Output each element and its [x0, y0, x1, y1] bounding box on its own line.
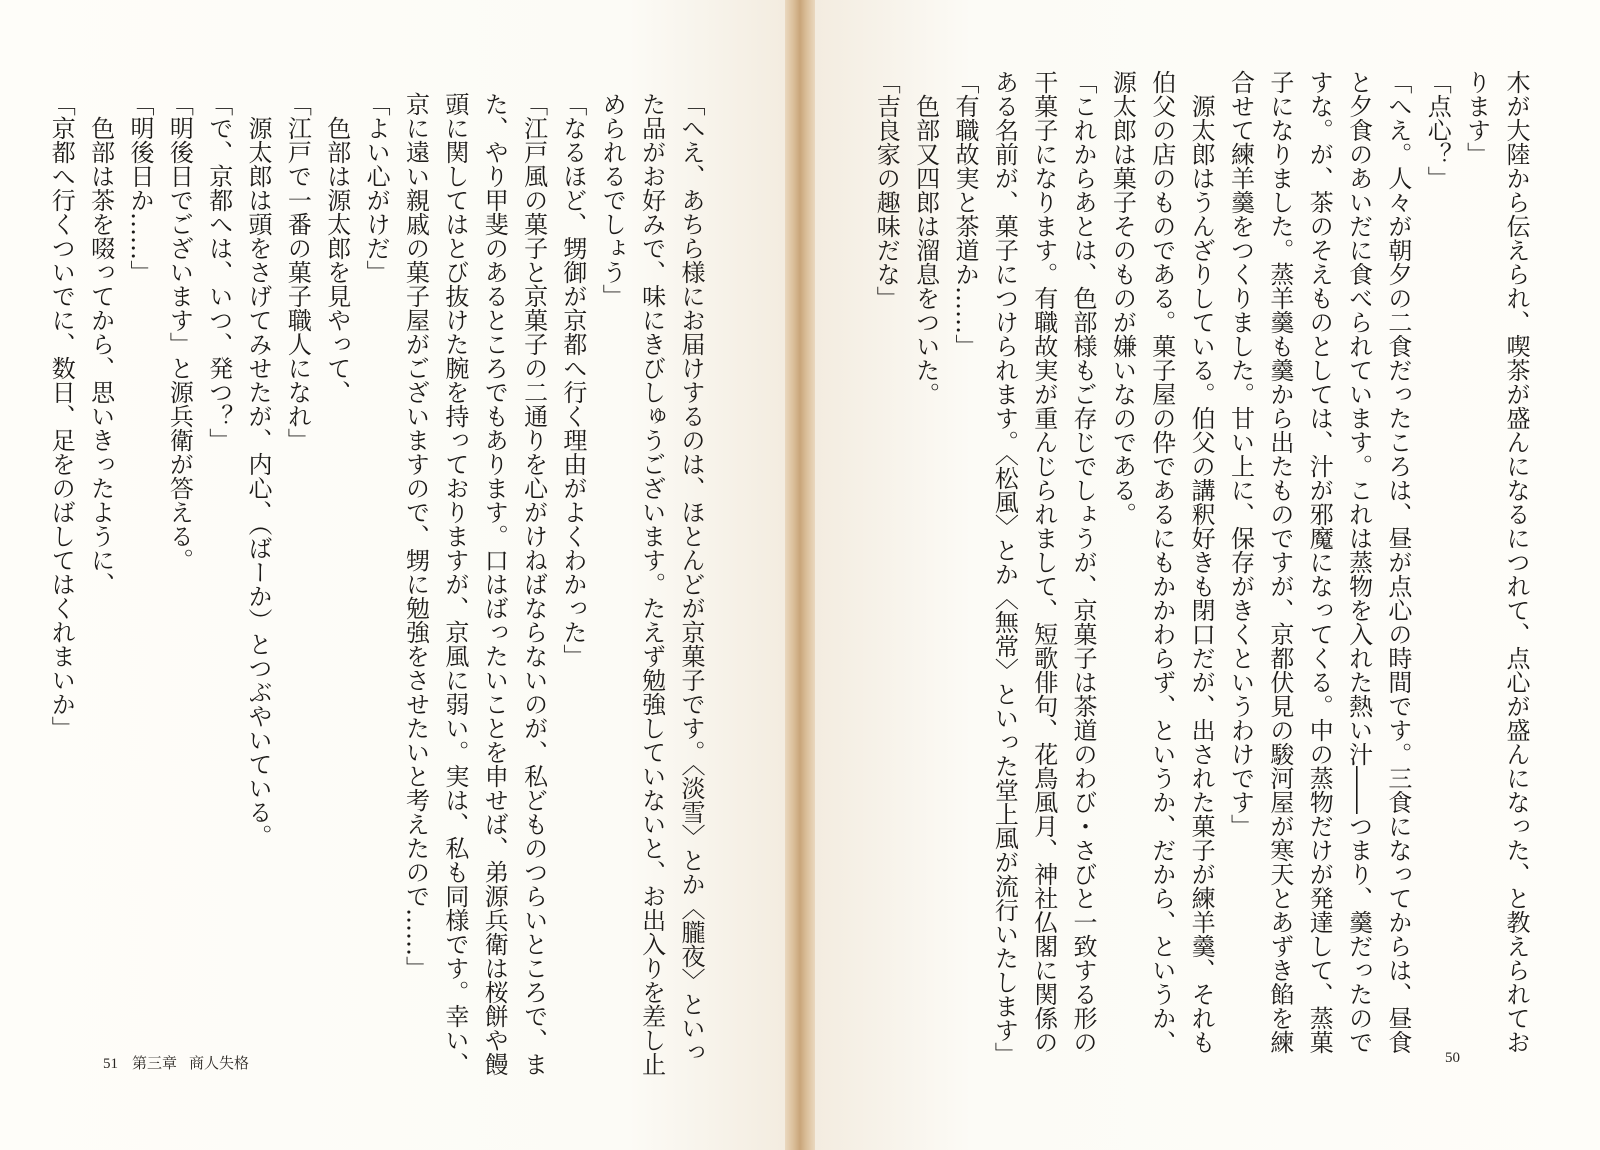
text-line: 頭に関してはとび抜けた腕を持っておりますが、京風に弱い。実は、私も同様です。幸い、: [440, 92, 469, 1076]
text-line: 色部は源太郎を見やって、: [322, 92, 351, 404]
text-line: すな。が、茶のそえものとしては、汁が邪魔になってくる。中の蒸物だけが発達して、蒸菓: [1305, 70, 1334, 1054]
text-line: 源太郎はうんざりしている。伯父の講釈好きも閉口だが、出された菓子が練羊羹、それも: [1187, 70, 1216, 1054]
book-gutter: [785, 0, 815, 1150]
text-line: ある名前が、菓子につけられます。〈松風〉とか〈無常〉といった堂上風が流行いたします」: [990, 70, 1019, 1066]
text-line: 干菓子になります。有職故実が重んじられまして、短歌俳句、花鳥風月、神社仏閣に関係の: [1029, 70, 1058, 1054]
text-line: た品がお好みで、味にきびしゅうございます。たえず勉強していないと、お出入りを差し止: [637, 92, 666, 1076]
text-line: 「へえ、あちら様にお届けするのは、ほとんどが京菓子です。〈淡雪〉とか〈朧夜〉といっ: [677, 92, 705, 1064]
text-line: 源太郎は菓子そのものが嫌いなのである。: [1108, 70, 1137, 526]
page-number: 51: [103, 1056, 118, 1072]
text-line: 色部は茶を啜ってから、思いきったように、: [86, 92, 115, 596]
text-line: ります」: [1462, 70, 1491, 166]
text-line: 「江戸で一番の菓子職人になれ」: [283, 92, 312, 452]
chapter-title: 商人失格: [189, 1056, 250, 1072]
text-line: 源太郎は頭をさげてみせたが、内心、（ばーか）とつぶやいている。: [244, 92, 273, 848]
text-line: 「なるほど、甥御が京都へ行く理由がよくわかった」: [558, 92, 587, 668]
text-line: 「で、京都へは、いつ、発つ？」: [204, 92, 233, 452]
text-line: 「明後日か……」: [125, 92, 154, 284]
text-line: 「有職故実と茶道か……」: [950, 70, 979, 358]
text-line: 「吉良家の趣味だな」: [872, 70, 901, 310]
text-line: 色部又四郎は溜息をついた。: [911, 70, 940, 406]
chapter-label: 第三章: [132, 1056, 178, 1072]
text-line: 「へえ。人々が朝夕の二食だったころは、昼が点心の時間です。三食になってからは、昼食: [1383, 70, 1412, 1054]
text-line: 「江戸風の菓子と京菓子の二通りを心がけねばならないのが、私どものつらいところで、ま: [519, 92, 548, 1076]
text-line: 合せて練羊羹をつくりました。甘い上に、保存がきくというわけです」: [1226, 70, 1255, 838]
text-line: と夕食のあいだに食べられています。これは蒸物を入れた熱い汁――つまり、羹だったので: [1344, 70, 1373, 1054]
text-line: 木が大陸から伝えられ、喫茶が盛んになるにつれて、点心が盛んになった、と教えられてお: [1502, 70, 1530, 1054]
left-page: [0, 0, 785, 1150]
left-page-footer: [103, 1052, 249, 1073]
right-page: [815, 0, 1600, 1150]
page-number: 50: [1445, 1050, 1460, 1066]
right-page-footer: [1445, 1050, 1460, 1067]
text-line: 「これからあとは、色部様もご存じでしょうが、京菓子は茶道のわび・さびと一致する形の: [1069, 70, 1098, 1054]
text-line: 「よい心がけだ」: [362, 92, 391, 284]
text-line: められるでしょう」: [598, 92, 627, 308]
text-line: 「点心？」: [1423, 70, 1452, 190]
text-line: た、やり甲斐のあるところでもあります。口はばったいことを申せば、弟源兵衛は桜餅や饅: [480, 92, 509, 1076]
text-line: 伯父の店のものである。菓子屋の伜であるにもかかわらず、というか、だから、というか、: [1147, 70, 1176, 1054]
text-line: 「明後日でございます」と源兵衛が答える。: [165, 92, 194, 572]
text-line: 子になりました。蒸羊羹も羹から出たものですが、京都伏見の駿河屋が寒天とあずき餡を練: [1265, 70, 1294, 1054]
text-line: 京に遠い親戚の菓子屋がございますので、甥に勉強をさせたいと考えたので……」: [401, 92, 430, 980]
text-line: 「京都へ行くついでに、数日、足をのばしてはくれまいか」: [47, 92, 76, 740]
